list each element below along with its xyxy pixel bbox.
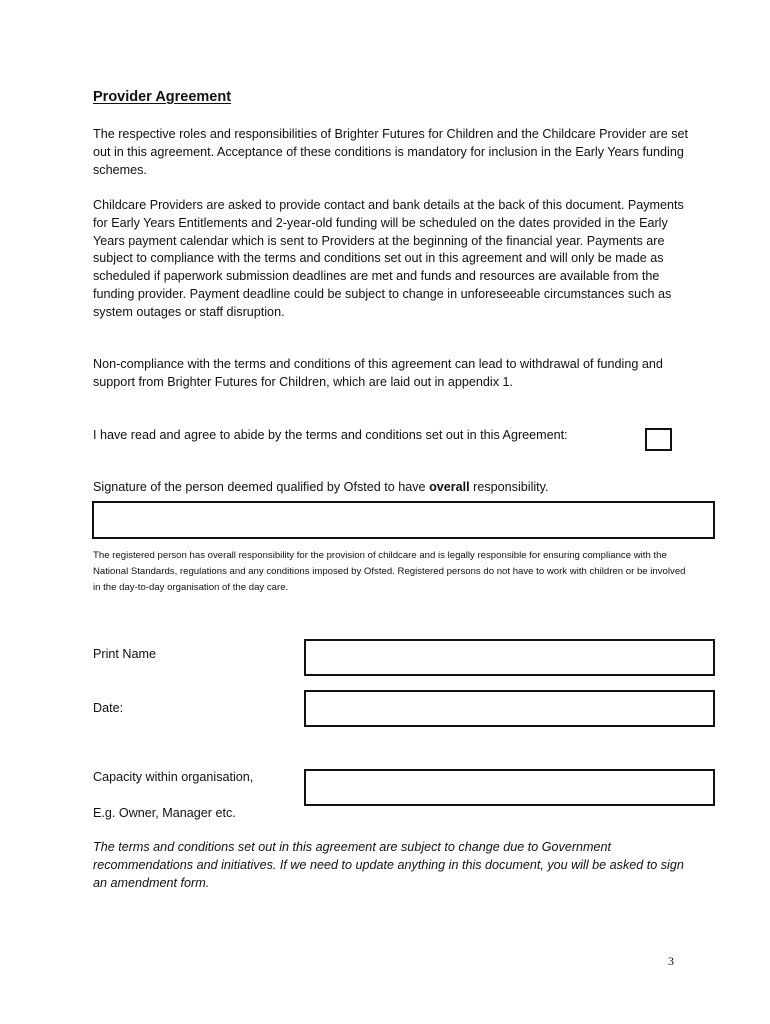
capacity-label: Capacity within organisation,: [93, 770, 254, 784]
print-name-label: Print Name: [93, 647, 156, 661]
intro-paragraph: The respective roles and responsibilities of Brighter Futures for Children and the Childcare Provider are set out in this agreement. Acceptance of these conditions is mandatory for inclusion in the Early Years funding schemes.: [93, 127, 688, 177]
page-number: 3: [668, 954, 674, 968]
signature-label-start: Signature of the person deemed qualified by Ofsted to have: [93, 480, 430, 494]
registered-person-note: The registered person has overall responsibility for the provision of childcare and is legally responsible for ensuring compliance with the National Standards, regulations and any conditions imposed by Ofsted. Registered persons do not have to work with children or be involved in the day-to-day organisation of the day care.: [93, 550, 686, 593]
capacity-example: E.g. Owner, Manager etc.: [93, 806, 236, 820]
print-name-field[interactable]: [304, 639, 715, 676]
signature-label: [93, 479, 549, 497]
signature-field[interactable]: [92, 501, 715, 539]
page-title: Provider Agreement: [93, 89, 232, 105]
date-field[interactable]: [304, 690, 715, 727]
signature-label-bold: overall: [429, 480, 470, 494]
payments-paragraph: Childcare Providers are asked to provide contact and bank details at the back of this document. Payments for Early Years Entitlements and 2-year-old funding will be scheduled on the dates provided in the Early Years payment calendar which is sent to Providers at the beginning of the financial year. Payments are subject to compliance with the terms and conditions set out in this agreement and will only be made as scheduled if paperwork submission deadlines are met and funds and resources are available from the funding provider. Payment deadline could be subject to change in unforeseeable circumstances such as system outages or staff disruption.: [93, 198, 684, 319]
signature-label-end: responsibility.: [469, 480, 549, 494]
agree-statement: I have read and agree to abide by the terms and conditions set out in this Agreement:: [93, 428, 568, 442]
capacity-field[interactable]: [304, 769, 715, 806]
date-label: Date:: [93, 701, 124, 715]
agree-checkbox[interactable]: [645, 428, 672, 451]
non-compliance-paragraph: Non-compliance with the terms and conditions of this agreement can lead to withdrawal of funding and support from Brighter Futures for Children, which are laid out in appendix 1.: [93, 357, 663, 389]
disclaimer-paragraph: The terms and conditions set out in this agreement are subject to change due to Government recommendations and initiatives. If we need to update anything in this document, you will be asked to sign an amendment form.: [93, 840, 684, 890]
